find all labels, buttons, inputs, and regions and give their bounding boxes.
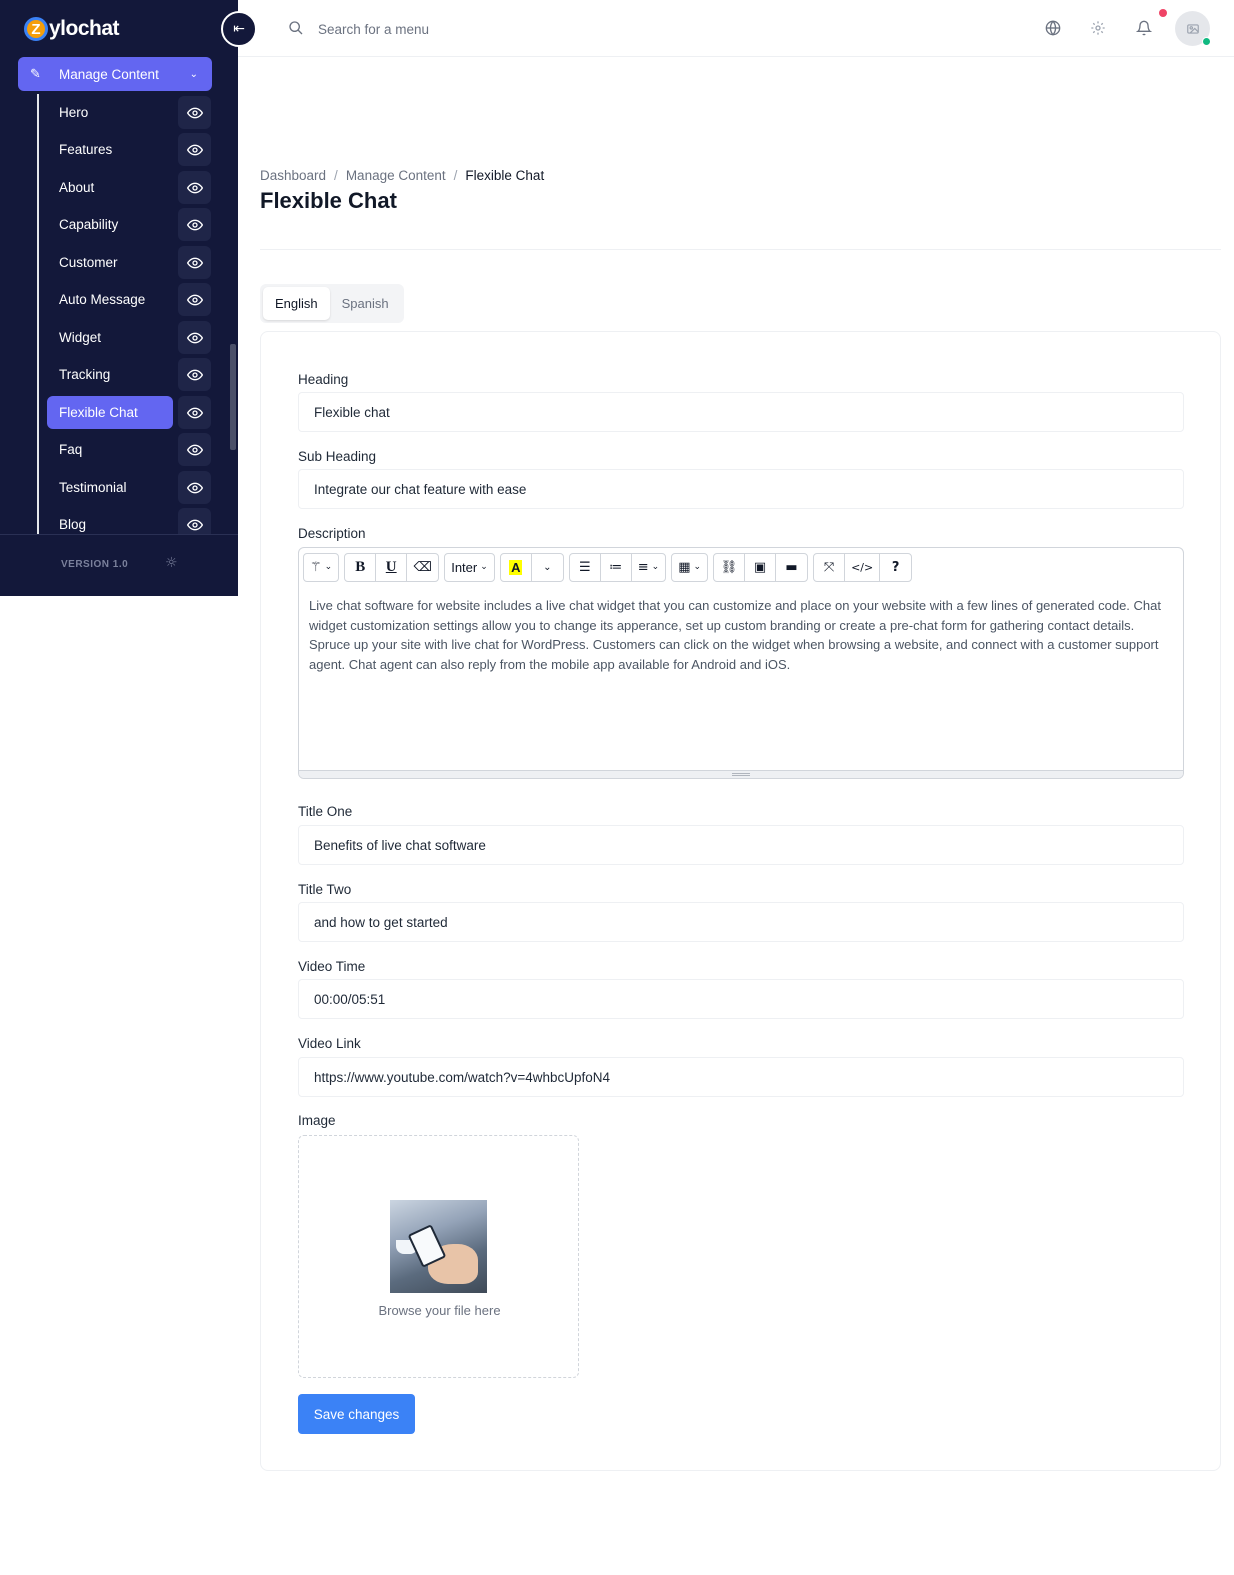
toolbar-group-font <box>444 553 495 582</box>
video-link-input[interactable] <box>298 1057 1184 1097</box>
sidebar-item-customer[interactable]: Customer <box>59 255 118 270</box>
underline-button[interactable]: U <box>376 554 407 581</box>
chevron-down-icon: ⌄ <box>189 68 198 80</box>
eye-icon[interactable] <box>178 283 211 316</box>
bold-button[interactable]: B <box>345 554 376 581</box>
eraser-icon[interactable]: ⌫ <box>413 559 432 575</box>
editor-toolbar <box>303 552 917 582</box>
image-label: Image <box>298 1113 336 1128</box>
collapse-sidebar-button[interactable]: ⇤ <box>221 11 257 47</box>
pencil-icon: ✎ <box>30 66 41 82</box>
sidebar-item-features[interactable]: Features <box>59 142 113 157</box>
logo[interactable] <box>24 14 119 44</box>
code-view-icon[interactable]: </> <box>845 554 880 581</box>
eye-icon[interactable] <box>178 396 211 429</box>
eye-icon[interactable] <box>178 471 211 504</box>
manage-content-menu[interactable] <box>18 57 212 91</box>
toolbar-group-view <box>813 553 912 582</box>
breadcrumb-separator: / <box>334 168 338 183</box>
sidebar-item-about[interactable]: About <box>59 180 95 195</box>
image-dropzone[interactable] <box>298 1135 579 1378</box>
text-color-button[interactable]: A <box>501 554 532 581</box>
bell-icon[interactable] <box>1135 19 1153 37</box>
numbered-list-icon[interactable]: ≔ <box>601 554 632 581</box>
sidebar-item-capability[interactable]: Capability <box>59 217 119 232</box>
logo-text: ylochat <box>49 17 120 40</box>
sidebar-item-widget[interactable]: Widget <box>59 330 102 345</box>
tab-spanish[interactable]: Spanish <box>341 296 389 311</box>
eye-icon[interactable] <box>178 321 211 354</box>
online-status-dot <box>1202 37 1211 46</box>
sub-heading-input[interactable] <box>298 469 1184 509</box>
bullet-list-icon[interactable]: ☰ <box>570 554 601 581</box>
search-input[interactable] <box>318 18 618 40</box>
image-thumbnail <box>390 1200 487 1293</box>
image-placeholder-icon <box>1186 22 1200 36</box>
toolbar-group-list <box>569 553 666 582</box>
sidebar-item-tracking[interactable]: Tracking <box>59 367 111 382</box>
heading-label: Heading <box>298 372 349 387</box>
description-text[interactable]: Live chat software for website includes a live chat widget that you can customize and place on your website with a few lines of generated code. Chat widget customization settings allow you to change its apperance, set up custom branding or create a pre-chat form for gathering contact details. Spruce up your site with live chat for WordPress. Customers can click on the widget when browsing a website, and connect with a customer support agent. Chat agent can also reply from the mobile app available for Android and iOS. <box>309 598 1161 672</box>
sidebar-item-faq[interactable]: Faq <box>59 442 83 457</box>
title-one-input[interactable] <box>298 825 1184 865</box>
version-label: VERSION 1.0 <box>61 559 129 570</box>
globe-icon[interactable] <box>1044 19 1062 37</box>
magic-wand-icon[interactable]: ⚚ ⌄ <box>310 559 333 575</box>
sun-icon[interactable]: ☼ <box>165 555 178 571</box>
breadcrumb-manage-content[interactable]: Manage Content <box>345 168 446 183</box>
editor-resize-handle[interactable] <box>299 770 1183 778</box>
title-two-label: Title Two <box>298 882 352 897</box>
sidebar-item-blog[interactable]: Blog <box>59 517 87 532</box>
heading-input[interactable] <box>298 392 1184 432</box>
search-icon <box>288 20 304 36</box>
content-form-card <box>260 331 1221 1471</box>
tab-english[interactable]: English <box>263 287 330 320</box>
toolbar-group-color <box>500 553 564 582</box>
manage-content-label: Manage Content <box>59 66 159 82</box>
title-two-input[interactable] <box>298 902 1184 942</box>
font-select-label: Inter <box>451 559 478 575</box>
chevron-down-icon[interactable]: ⌄ <box>543 561 552 573</box>
breadcrumb-separator: / <box>453 168 458 183</box>
breadcrumb <box>260 168 544 183</box>
toolbar-group-style <box>303 553 339 582</box>
toolbar-group-table <box>671 553 708 582</box>
toolbar-group-insert <box>713 553 808 582</box>
eye-icon[interactable] <box>178 208 211 241</box>
sidebar-item-hero[interactable]: Hero <box>59 105 89 120</box>
align-icon[interactable]: ≡ ⌄ <box>637 559 660 575</box>
toolbar-group-format <box>344 553 439 582</box>
sidebar-footer <box>0 534 238 596</box>
save-changes-button[interactable]: Save changes <box>298 1394 415 1434</box>
eye-icon[interactable] <box>178 246 211 279</box>
sidebar <box>0 0 238 596</box>
sub-heading-label: Sub Heading <box>298 449 377 464</box>
divider <box>260 249 1221 250</box>
breadcrumb-dashboard[interactable]: Dashboard <box>260 168 327 183</box>
browse-file-text[interactable]: Browse your file here <box>378 1303 501 1318</box>
sidebar-item-testimonial[interactable]: Testimonial <box>59 480 127 495</box>
gear-icon[interactable] <box>1089 19 1107 37</box>
sidebar-item-flexible-chat[interactable]: Flexible Chat <box>47 396 173 429</box>
logo-mark: Z <box>24 17 48 41</box>
notification-dot <box>1159 9 1167 17</box>
video-time-input[interactable] <box>298 979 1184 1019</box>
language-tabs <box>260 284 404 323</box>
resize-grip-icon <box>732 773 750 776</box>
description-editor[interactable] <box>298 547 1184 779</box>
page-title: Flexible Chat <box>260 188 397 213</box>
help-icon[interactable]: ? <box>891 559 900 575</box>
video-time-label: Video Time <box>298 959 366 974</box>
video-icon[interactable]: ▬ <box>785 559 798 575</box>
font-select[interactable]: Inter ⌄ <box>451 559 488 575</box>
eye-icon[interactable] <box>178 508 211 534</box>
eye-icon[interactable] <box>178 358 211 391</box>
title-one-label: Title One <box>298 804 353 819</box>
table-icon[interactable]: ▦ ⌄ <box>678 559 702 575</box>
eye-icon[interactable] <box>178 171 211 204</box>
eye-icon[interactable] <box>178 433 211 466</box>
eye-icon[interactable] <box>178 133 211 166</box>
submenu <box>0 94 238 534</box>
video-link-label: Video Link <box>298 1036 361 1051</box>
topbar <box>238 0 1234 57</box>
description-label: Description <box>298 526 366 541</box>
fullscreen-icon[interactable]: ⤧ <box>814 554 845 581</box>
breadcrumb-current: Flexible Chat <box>465 168 545 183</box>
link-icon[interactable]: ⛓ <box>714 554 745 581</box>
image-icon[interactable]: ▣ <box>745 554 776 581</box>
eye-icon[interactable] <box>178 96 211 129</box>
sidebar-scrollbar[interactable] <box>230 344 236 450</box>
sidebar-item-auto-message[interactable]: Auto Message <box>59 292 146 307</box>
